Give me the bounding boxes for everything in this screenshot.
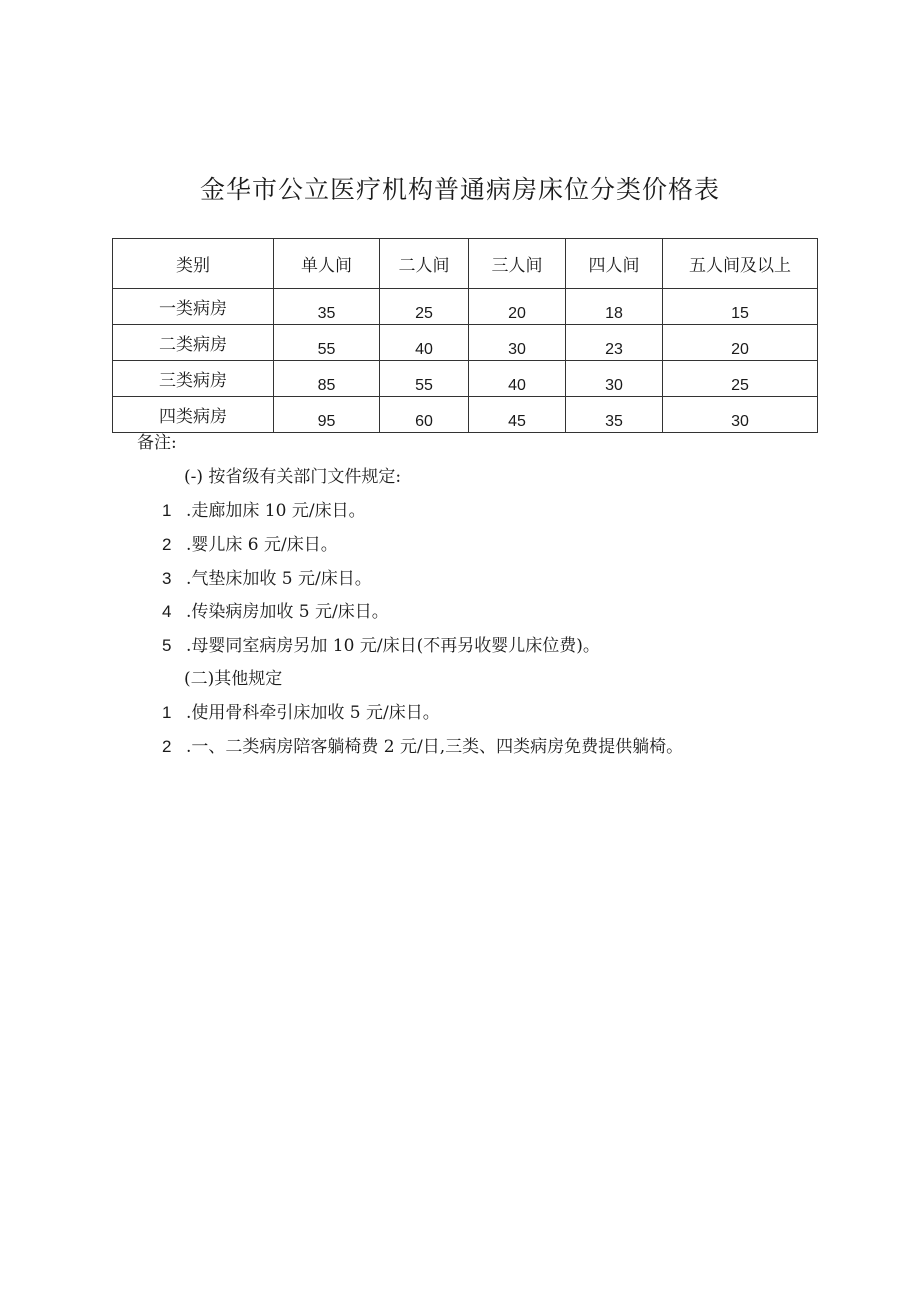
price-cell: 23 <box>566 325 663 361</box>
price-cell: 15 <box>663 289 818 325</box>
price-table <box>112 238 818 433</box>
table-header-row <box>113 239 818 289</box>
table-row <box>113 397 818 433</box>
section1-heading: (-) 按省级有关部门文件规定: <box>184 467 402 487</box>
table-row <box>113 361 818 397</box>
price-cell: 55 <box>380 361 469 397</box>
price-cell: 30 <box>469 325 566 361</box>
price-cell: 85 <box>274 361 380 397</box>
note-item <box>162 499 366 523</box>
price-cell: 40 <box>380 325 469 361</box>
price-cell: 20 <box>469 289 566 325</box>
price-cell: 30 <box>663 397 818 433</box>
note-item-number: 2 <box>162 737 172 756</box>
note-item-text: .一、二类病房陪客躺椅费 2 元/日,三类、四类病房免费提供躺椅。 <box>186 737 684 757</box>
price-cell: 45 <box>469 397 566 433</box>
header-category: 类别 <box>113 239 274 289</box>
note-item-text: .使用骨科牵引床加收 5 元/床日。 <box>186 703 440 723</box>
note-item-number: 5 <box>162 636 172 655</box>
notes-label: 备注: <box>137 433 177 453</box>
note-item <box>162 701 440 725</box>
header-single-room: 单人间 <box>274 239 380 289</box>
note-item-text: .走廊加床 10 元/床日。 <box>186 501 366 521</box>
price-cell: 40 <box>469 361 566 397</box>
price-cell: 18 <box>566 289 663 325</box>
header-five-plus-room: 五人间及以上 <box>663 239 818 289</box>
note-item <box>162 634 600 658</box>
price-cell: 95 <box>274 397 380 433</box>
note-item-number: 1 <box>162 703 172 722</box>
price-cell: 25 <box>663 361 818 397</box>
header-triple-room: 三人间 <box>469 239 566 289</box>
price-cell: 20 <box>663 325 818 361</box>
note-item-number: 3 <box>162 569 172 588</box>
note-item-number: 2 <box>162 535 172 554</box>
note-item-text: .传染病房加收 5 元/床日。 <box>186 602 389 622</box>
note-item <box>162 600 389 624</box>
row-category: 三类病房 <box>113 361 274 397</box>
table-row <box>113 289 818 325</box>
note-item <box>162 567 372 591</box>
note-item-text: .母婴同室病房另加 10 元/床日(不再另收婴儿床位费)。 <box>186 636 600 656</box>
price-cell: 35 <box>566 397 663 433</box>
note-item-number: 4 <box>162 602 172 621</box>
document-title: 金华市公立医疗机构普通病房床位分类价格表 <box>199 175 720 204</box>
price-cell: 30 <box>566 361 663 397</box>
price-cell: 60 <box>380 397 469 433</box>
table-row <box>113 325 818 361</box>
note-item-text: .气垫床加收 5 元/床日。 <box>186 569 372 589</box>
price-cell: 35 <box>274 289 380 325</box>
row-category: 一类病房 <box>113 289 274 325</box>
note-item-text: .婴儿床 6 元/床日。 <box>186 535 338 555</box>
row-category: 四类病房 <box>113 397 274 433</box>
price-cell: 25 <box>380 289 469 325</box>
row-category: 二类病房 <box>113 325 274 361</box>
note-item-number: 1 <box>162 501 172 520</box>
note-item <box>162 735 683 759</box>
note-item <box>162 533 338 557</box>
header-double-room: 二人间 <box>380 239 469 289</box>
section2-heading: (二)其他规定 <box>184 669 283 689</box>
header-quad-room: 四人间 <box>566 239 663 289</box>
price-cell: 55 <box>274 325 380 361</box>
